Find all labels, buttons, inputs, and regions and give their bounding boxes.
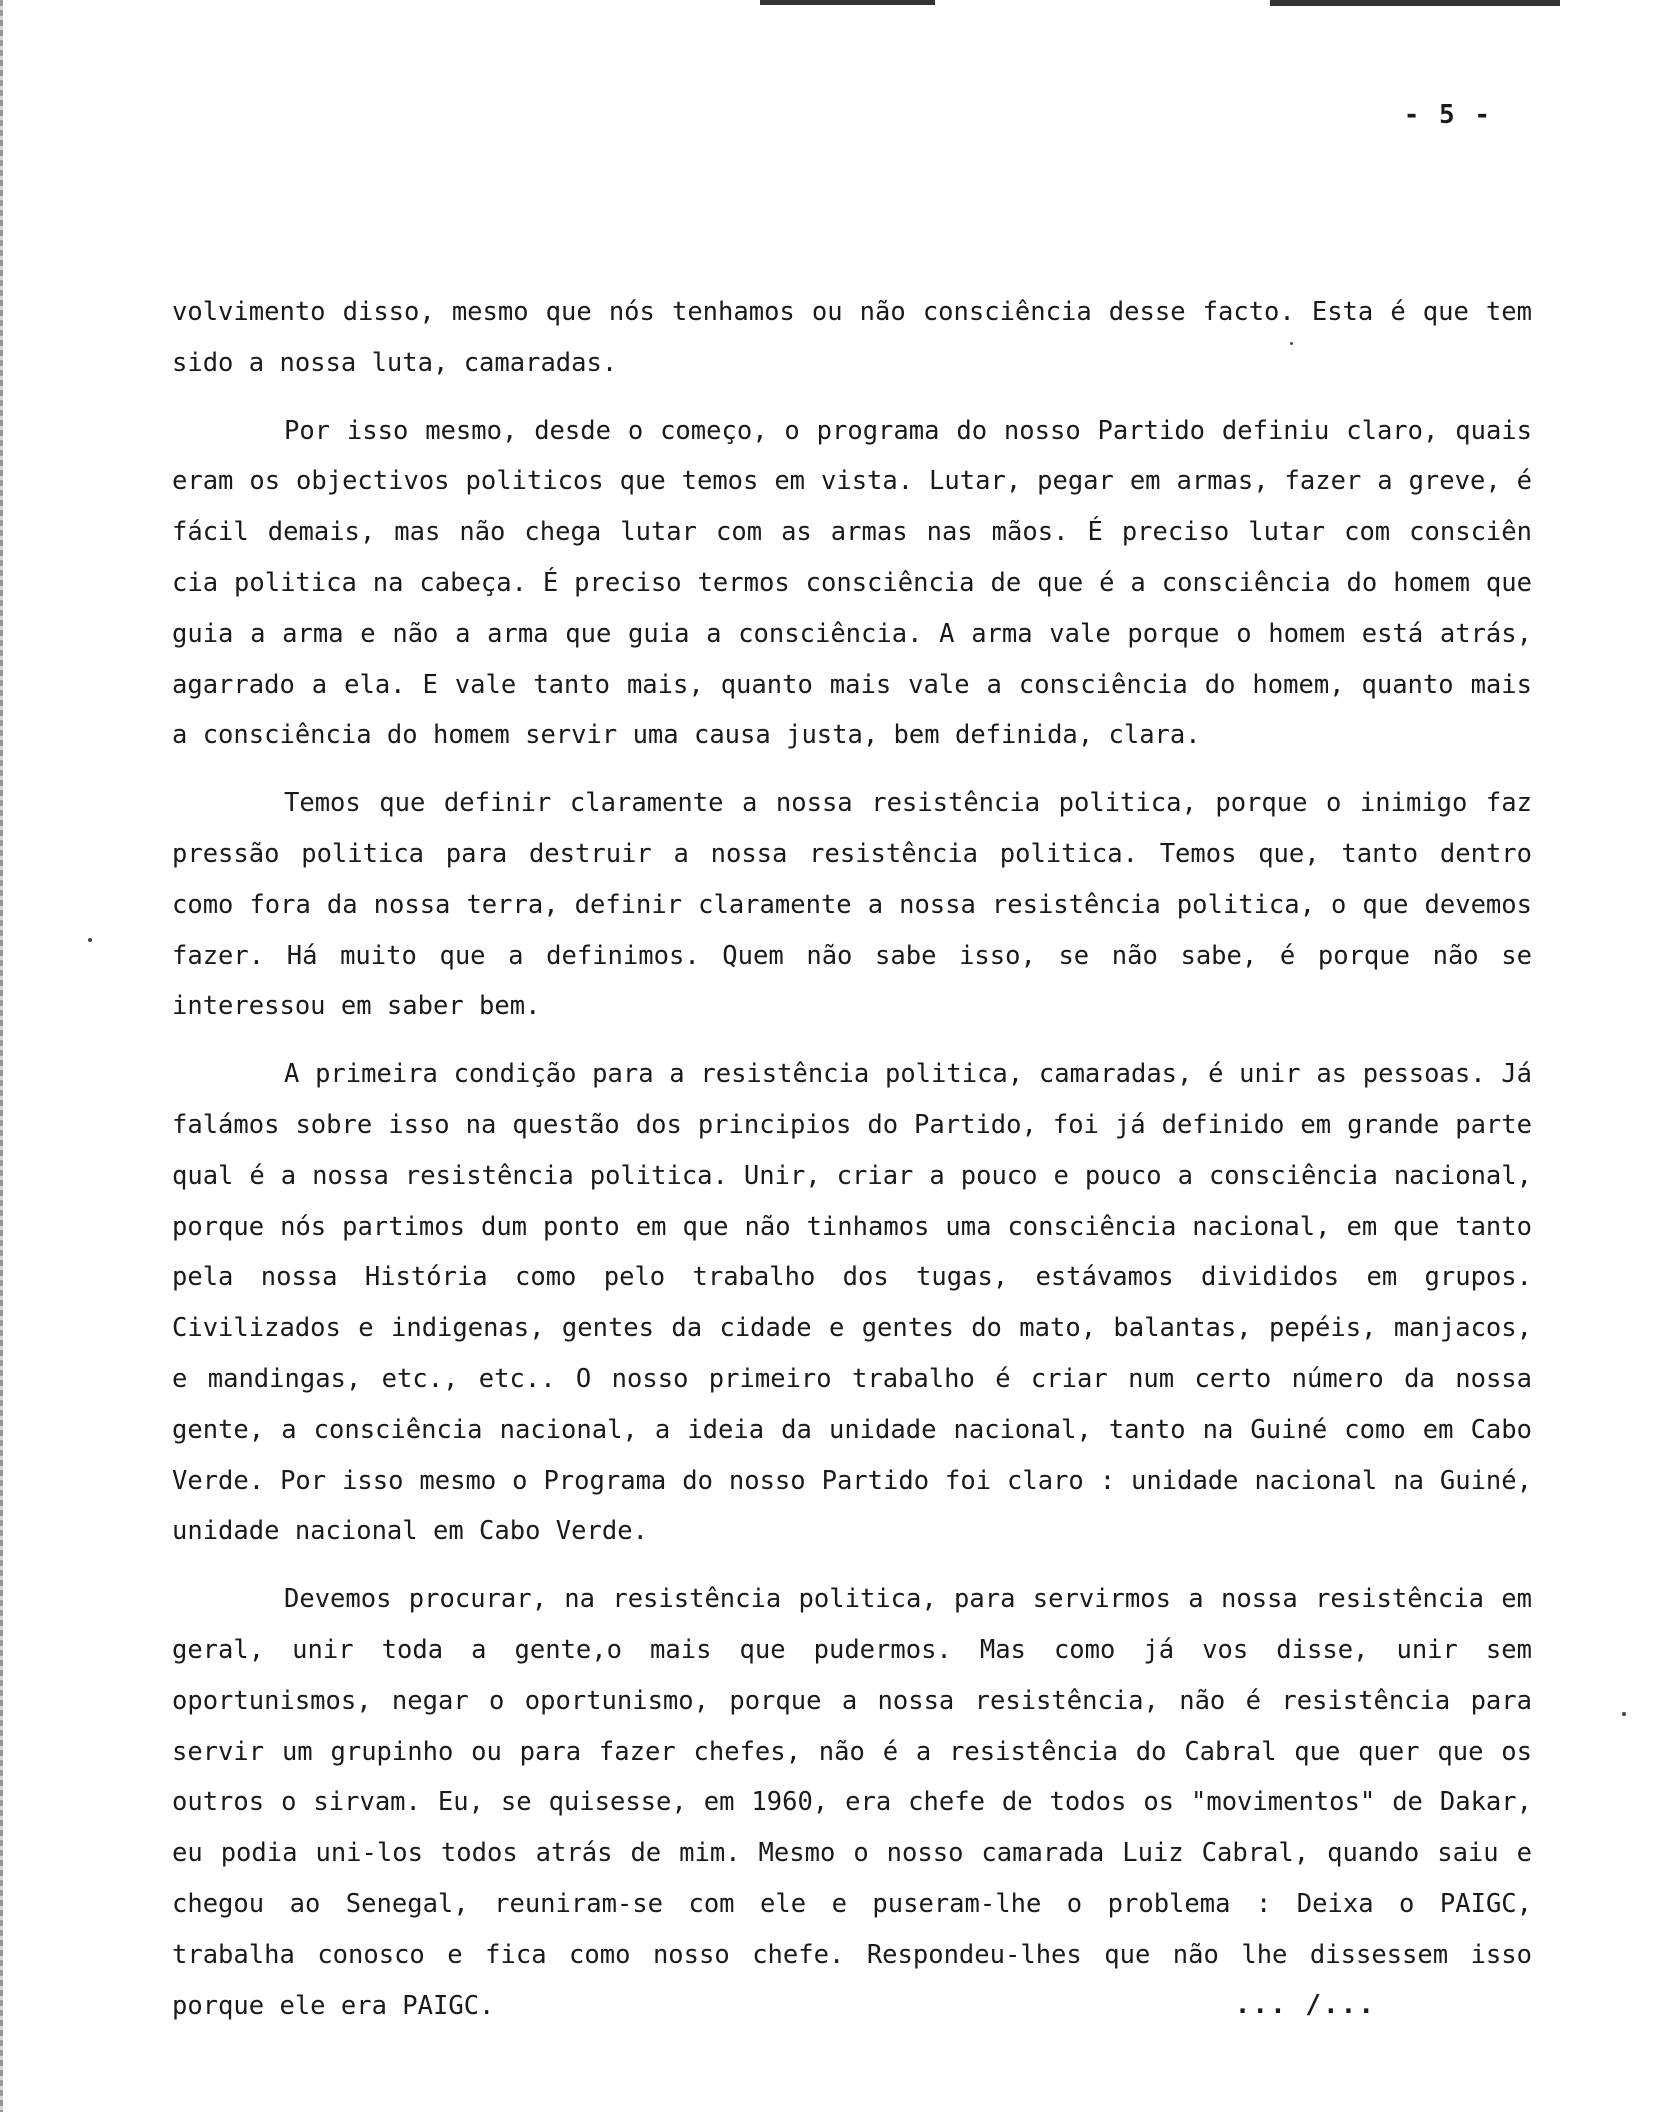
scan-mark [1270,0,1560,6]
paragraph: Temos que definir claramente a nossa resistência politica, porque o inimigo faz pressão politica para destruir a nossa resistência politica. Temos que, tanto dentro como fora da nossa terra, definir claramente a nossa resistência politica, o que devemos fazer. Há muito que a definimos. Quem não sabe isso, se não sabe, é porque não se interessou em saber bem. [172,788,1532,1022]
paragraph: A primeira condição para a resistência politica, camaradas, é unir as pessoas. Já falámos sobre isso na questão dos principios do Partido, foi já definido em grande parte qual é a nossa resistência politica. Unir, criar a pouco e pouco a consciência nacional, porque nós partimos dum ponto em que não tinhamos uma consciência nacional, em que tanto pela nossa História como pelo trabalho dos tugas, estávamos divididos em grupos. Civilizados e indigenas, gentes da cidade e gentes do mato, balantas, pepéis, manjacos, e mandingas, etc., etc.. O nosso primeiro trabalho é criar num certo número da nossa gente, a consciência nacional, a ideia da unidade nacional, tanto na Guiné como em Cabo Verde. Por isso mesmo o Programa do nosso Partido foi claro : unidade nacional na Guiné, unidade nacional em Cabo Verde. [172,1059,1532,1547]
paragraph: volvimento disso, mesmo que nós tenhamos ou não consciência desse facto. Esta é que tem sido a nossa luta, camaradas. [172,297,1532,378]
scan-speck [1622,1712,1626,1716]
scan-mark [760,0,935,5]
binding-edge [0,0,3,2112]
page-number: - 5 - [1403,100,1492,130]
scan-speck [88,938,92,942]
paragraph: Devemos procurar, na resistência politica, para servirmos a nossa resistência em geral, unir toda a gente,o mais que pudermos. Mas como já vos disse, unir sem oportunismos, negar o oportunismo, porque a nossa resistência, não é resistência para servir um grupinho ou para fazer chefes, não é a resistência do Cabral que quer que os outros o sirvam. Eu, se quisesse, em 1960, era chefe de todos os "movimentos" de Dakar, eu podia uni-los todos atrás de mim. Mesmo o nosso camarada Luiz Cabral, quando saiu e chegou ao Senegal, reuniram-se com ele e puseram-lhe o problema : Deixa o PAIGC, trabalha conosco e fica como nosso chefe. Respondeu-lhes que não lhe dissessem isso porque ele era PAIGC. [172,1584,1532,2021]
paragraph: Por isso mesmo, desde o começo, o programa do nosso Partido definiu claro, quais eram os objectivos politicos que temos em vista. Lutar, pegar em armas, fazer a greve, é fácil demais, mas não chega lutar com as armas nas mãos. É preciso lutar com consciên cia politica na cabeça. É preciso termos consciência de que é a consciência do homem que guia a arma e não a arma que guia a consciência. A arma vale porque o homem está atrás, agarrado a ela. E vale tanto mais, quanto mais vale a consciência do homem, quanto mais a consciência do homem servir uma causa justa, bem definida, clara. [172,415,1532,751]
body-text [172,287,1532,2048]
continuation-marker: ... /... [1234,1990,1376,2020]
